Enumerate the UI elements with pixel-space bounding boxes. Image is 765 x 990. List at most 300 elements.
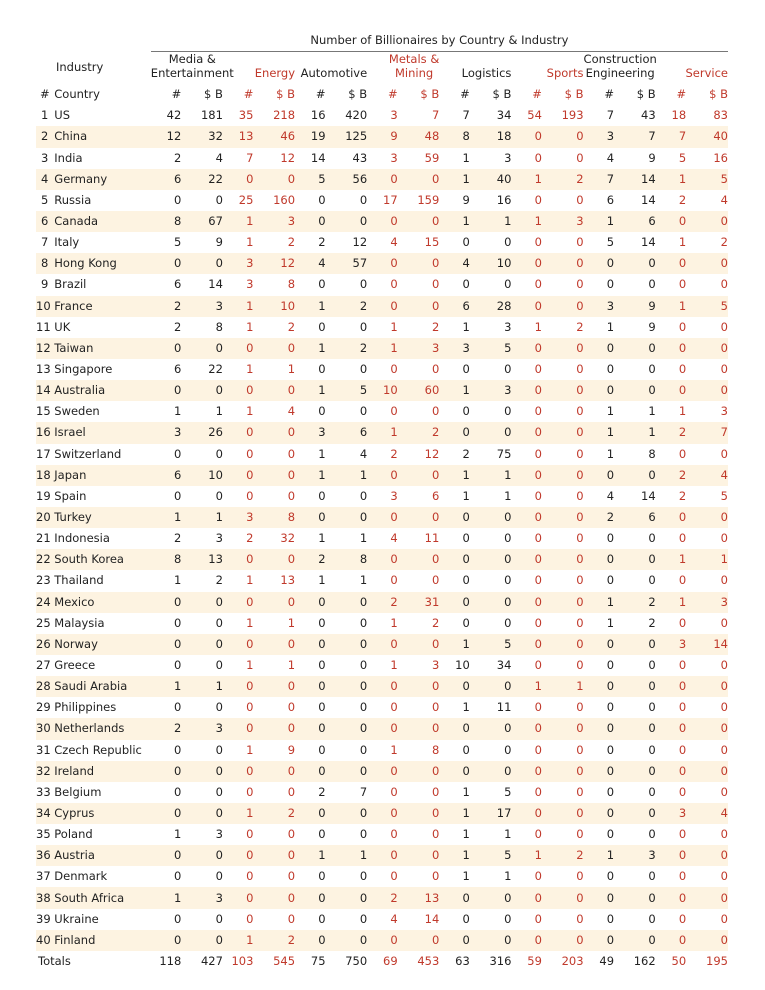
country-name: Belgium	[54, 784, 102, 799]
value-cell: 0	[542, 253, 584, 274]
count-cell: 9	[367, 126, 397, 147]
count-cell: 1	[462, 700, 470, 715]
count-cell: 0	[584, 676, 614, 697]
count-cell: 0	[390, 827, 398, 842]
value-cell: 0	[215, 658, 223, 672]
value-cell: 0	[648, 827, 656, 842]
value-cell: 0	[686, 718, 728, 739]
value-cell: 0	[215, 192, 223, 207]
count-cell: 5	[678, 150, 687, 165]
count-cell: 1	[606, 404, 615, 419]
count-cell: 0	[295, 930, 325, 951]
count-cell: 0	[318, 488, 326, 503]
value-cell: 3	[470, 380, 512, 401]
value-cell: 0	[470, 718, 512, 739]
count-cell: 3	[439, 338, 469, 359]
value-cell: 6	[326, 422, 368, 443]
count-cell: 0	[173, 869, 182, 884]
value-cell: 3	[431, 658, 440, 672]
value-cell: 1	[504, 488, 512, 503]
count-cell: 0	[173, 192, 182, 207]
value-cell: 5	[470, 845, 512, 866]
value-cell: 0	[431, 362, 440, 377]
value-cell: 0	[287, 446, 296, 461]
count-cell: 8	[439, 126, 469, 147]
count-cell: 0	[439, 676, 469, 697]
country-name: Greece	[54, 658, 96, 672]
count-cell: 0	[534, 615, 542, 630]
count-cell: 1	[584, 422, 614, 443]
count-cell: 0	[511, 718, 541, 739]
count-cell: 0	[462, 615, 470, 630]
count-cell: 0	[462, 742, 470, 757]
count-cell: 2	[173, 319, 182, 334]
count-cell: 8	[151, 211, 181, 232]
count-cell: 4	[390, 531, 398, 546]
value-cell: 1	[326, 465, 368, 486]
country-name: Switzerland	[54, 446, 122, 461]
count-cell: 0	[511, 507, 541, 528]
table-row	[36, 422, 728, 443]
value-cell: 0	[470, 592, 512, 613]
count-cell: 0	[511, 465, 541, 486]
count-cell: 2	[390, 446, 398, 461]
count-cell: 1	[439, 211, 469, 232]
value-cell: 1	[287, 658, 296, 672]
industry-name: Sports	[546, 66, 584, 81]
count-cell: 0	[173, 658, 182, 672]
table-row	[36, 465, 728, 486]
count-cell: 1	[511, 169, 541, 190]
value-cell: 3	[504, 150, 512, 165]
value-cell: 0	[326, 887, 368, 908]
row-index: 18	[36, 465, 54, 486]
value-cell: 22	[181, 169, 223, 190]
country-name: Thailand	[54, 573, 104, 588]
count-cell: 0	[223, 592, 253, 613]
count-cell: 0	[223, 676, 253, 697]
value-cell: 0	[181, 380, 223, 401]
count-cell: 1	[246, 404, 254, 419]
value-cell: 7	[686, 422, 728, 443]
count-cell: 0	[367, 718, 397, 739]
count-cell: 1	[173, 404, 182, 419]
value-cell: 0	[720, 742, 728, 757]
count-cell: 0	[534, 658, 542, 672]
value-cell: 218	[273, 108, 296, 123]
count-cell: 3	[295, 422, 325, 443]
table-row	[36, 169, 728, 190]
country-name: Russia	[54, 192, 92, 207]
count-cell: 5	[173, 235, 182, 250]
value-cell: 11	[424, 531, 440, 546]
value-cell: 10	[253, 296, 295, 317]
value-cell: 13	[280, 573, 296, 588]
value-cell: 14	[208, 277, 223, 292]
row-index: 32	[36, 761, 54, 782]
value-cell: 0	[431, 700, 440, 715]
count-cell: 0	[295, 592, 325, 613]
value-cell: 1	[359, 531, 368, 546]
value-cell: 0	[287, 784, 296, 799]
total-value-cell: 427	[200, 953, 223, 968]
count-cell: 2	[295, 549, 325, 570]
value-cell: 0	[648, 658, 656, 672]
value-cell: 1	[181, 676, 223, 697]
count-cell: 1	[151, 676, 181, 697]
industry-name: Logistics	[461, 66, 512, 81]
table-row	[36, 211, 728, 232]
count-cell: 0	[584, 253, 614, 274]
value-cell: 9	[648, 319, 656, 334]
row-index: 8	[36, 253, 54, 274]
value-cell: 0	[181, 634, 223, 655]
count-cell: 0	[584, 887, 614, 908]
value-cell: 0	[720, 531, 728, 546]
value-cell: 0	[287, 488, 296, 503]
country-name: Malaysia	[54, 615, 105, 630]
value-cell: 0	[470, 761, 512, 782]
count-cell: 0	[511, 761, 541, 782]
row-index: 33	[36, 784, 51, 799]
count-cell: 0	[584, 761, 614, 782]
count-cell: 0	[390, 573, 398, 588]
value-cell: 3	[181, 887, 223, 908]
count-cell: 0	[606, 658, 615, 672]
value-cell: 0	[215, 911, 223, 926]
count-cell: 1	[534, 319, 542, 334]
value-header: $ B	[204, 87, 223, 102]
total-value-cell: 203	[561, 953, 584, 968]
value-cell: 0	[614, 803, 656, 824]
value-cell: 0	[253, 887, 295, 908]
country-name: Ukraine	[54, 911, 99, 926]
value-header: $ B	[636, 87, 656, 102]
row-index: 10	[36, 296, 54, 317]
count-header: #	[171, 87, 182, 102]
value-cell: 5	[720, 488, 728, 503]
value-cell: 0	[648, 911, 656, 926]
value-cell: 0	[215, 488, 223, 503]
count-cell: 0	[462, 277, 470, 292]
row-index: 30	[36, 718, 54, 739]
count-cell: 0	[318, 277, 326, 292]
count-cell: 1	[295, 296, 325, 317]
row-index: 31	[36, 742, 51, 757]
country-name: Denmark	[54, 869, 108, 884]
count-cell: 0	[173, 784, 182, 799]
value-cell: 1	[287, 615, 296, 630]
value-cell: 0	[720, 784, 728, 799]
country-name: Ireland	[54, 761, 151, 782]
country-name: France	[54, 296, 151, 317]
country-name: Turkey	[54, 507, 151, 528]
count-cell: 0	[462, 362, 470, 377]
count-cell: 0	[511, 930, 541, 951]
value-cell: 56	[326, 169, 368, 190]
industry-group-header	[511, 52, 583, 85]
value-cell: 1	[470, 465, 512, 486]
count-cell: 3	[390, 108, 398, 123]
value-cell: 4	[720, 192, 728, 207]
value-cell: 0	[648, 742, 656, 757]
table-row	[36, 824, 728, 845]
count-cell: 1	[584, 211, 614, 232]
value-cell: 13	[181, 549, 223, 570]
value-cell: 0	[504, 362, 512, 377]
table-row	[36, 380, 728, 401]
count-cell: 0	[534, 869, 542, 884]
value-cell: 0	[215, 742, 223, 757]
value-cell: 0	[326, 761, 368, 782]
count-cell: 54	[527, 108, 542, 123]
value-cell: 12	[424, 446, 440, 461]
row-index: 24	[36, 592, 54, 613]
row-index: 12	[36, 338, 54, 359]
count-cell: 1	[439, 169, 469, 190]
count-cell: 0	[678, 446, 687, 461]
count-cell: 1	[246, 615, 254, 630]
value-cell: 0	[215, 784, 223, 799]
count-cell: 35	[238, 108, 254, 123]
count-cell: 0	[656, 845, 686, 866]
count-cell: 0	[390, 362, 398, 377]
count-cell: 0	[318, 192, 326, 207]
count-cell: 0	[151, 338, 181, 359]
count-cell: 1	[462, 784, 470, 799]
value-cell: 2	[720, 235, 728, 250]
count-cell: 0	[151, 845, 181, 866]
count-cell: 0	[678, 573, 687, 588]
count-cell: 1	[151, 887, 181, 908]
count-cell: 2	[246, 531, 254, 546]
value-cell: 0	[359, 700, 368, 715]
country-name: Hong Kong	[54, 253, 151, 274]
count-cell: 0	[678, 319, 687, 334]
value-cell: 0	[181, 803, 223, 824]
count-header: #	[243, 87, 254, 102]
value-cell: 48	[398, 126, 440, 147]
industry-name: Service	[685, 66, 728, 81]
count-cell: 3	[223, 253, 253, 274]
value-cell: 0	[542, 549, 584, 570]
table-row	[36, 592, 728, 613]
value-cell: 13	[398, 887, 440, 908]
row-index: 39	[36, 911, 51, 926]
country-name: Poland	[54, 827, 93, 842]
country-name: Netherlands	[54, 718, 151, 739]
country-name: Saudi Arabia	[54, 676, 151, 697]
count-cell: 0	[390, 700, 398, 715]
count-cell: 1	[318, 531, 326, 546]
value-cell: 0	[720, 658, 728, 672]
value-cell: 0	[359, 192, 368, 207]
value-cell: 0	[431, 869, 440, 884]
value-cell: 0	[359, 742, 368, 757]
count-cell: 1	[511, 676, 541, 697]
industry-group-header	[295, 52, 367, 85]
count-cell: 1	[656, 169, 686, 190]
value-cell: 0	[253, 761, 295, 782]
industry-name: Construction Engineering	[583, 52, 657, 81]
count-cell: 1	[606, 446, 615, 461]
count-cell: 0	[534, 573, 542, 588]
value-cell: 12	[352, 235, 368, 250]
value-cell: 0	[542, 592, 584, 613]
table-row	[36, 697, 728, 718]
value-cell: 0	[398, 253, 440, 274]
value-cell: 14	[686, 634, 728, 655]
count-cell: 0	[367, 634, 397, 655]
index-header: #	[40, 87, 50, 102]
table-row	[36, 105, 728, 126]
table-row	[36, 317, 728, 338]
count-cell: 3	[223, 507, 253, 528]
value-cell: 1	[181, 507, 223, 528]
value-cell: 0	[287, 911, 296, 926]
count-cell: 0	[678, 784, 687, 799]
value-cell: 0	[398, 634, 440, 655]
count-cell: 0	[656, 718, 686, 739]
row-index: 28	[36, 676, 54, 697]
count-cell: 0	[584, 803, 614, 824]
billionaires-table	[36, 30, 728, 972]
value-cell: 2	[648, 615, 656, 630]
value-cell: 0	[398, 211, 440, 232]
value-cell: 2	[542, 169, 584, 190]
count-cell: 0	[367, 761, 397, 782]
row-index: 2	[36, 126, 54, 147]
value-cell: 1	[686, 549, 728, 570]
count-cell: 1	[656, 549, 686, 570]
value-cell: 3	[686, 592, 728, 613]
row-index: 29	[36, 700, 51, 715]
count-cell: 0	[462, 911, 470, 926]
count-cell: 1	[318, 573, 326, 588]
count-cell: 0	[606, 742, 615, 757]
count-cell: 0	[584, 549, 614, 570]
value-cell: 9	[215, 235, 223, 250]
row-index: 14	[36, 380, 54, 401]
value-cell: 0	[470, 549, 512, 570]
value-cell: 6	[614, 507, 656, 528]
value-cell: 14	[424, 911, 440, 926]
country-name: South Africa	[54, 887, 151, 908]
value-cell: 0	[686, 338, 728, 359]
industry-header: Industry	[56, 60, 104, 75]
value-cell: 0	[398, 507, 440, 528]
table-row	[36, 740, 728, 761]
value-cell: 3	[720, 404, 728, 419]
table-row	[36, 190, 728, 211]
count-cell: 0	[223, 338, 253, 359]
value-cell: 0	[614, 930, 656, 951]
row-index: 22	[36, 549, 54, 570]
table-row	[36, 570, 728, 591]
value-header: $ B	[420, 87, 440, 102]
value-cell: 193	[561, 108, 584, 123]
table-row	[36, 655, 728, 676]
count-cell: 9	[462, 192, 470, 207]
count-cell: 0	[678, 911, 687, 926]
value-cell: 1	[326, 845, 368, 866]
count-header: #	[604, 87, 615, 102]
value-header: $ B	[276, 87, 296, 102]
count-cell: 0	[246, 784, 254, 799]
count-cell: 1	[246, 658, 254, 672]
count-header: #	[388, 87, 398, 102]
count-cell: 1	[246, 573, 254, 588]
count-cell: 2	[367, 887, 397, 908]
total-count-cell: 103	[231, 953, 254, 968]
row-index: 38	[36, 887, 54, 908]
count-cell: 6	[173, 362, 182, 377]
value-cell: 0	[359, 869, 368, 884]
table-row	[36, 232, 728, 253]
count-cell: 6	[151, 169, 181, 190]
count-cell: 0	[584, 338, 614, 359]
value-cell: 5	[326, 380, 368, 401]
count-cell: 0	[151, 930, 181, 951]
country-name: Finland	[54, 930, 151, 951]
count-cell: 19	[295, 126, 325, 147]
value-cell: 10	[470, 253, 512, 274]
count-cell: 0	[223, 634, 253, 655]
count-cell: 0	[584, 380, 614, 401]
value-cell: 0	[398, 930, 440, 951]
value-cell: 46	[253, 126, 295, 147]
value-cell: 6	[614, 211, 656, 232]
count-cell: 1	[439, 380, 469, 401]
value-cell: 0	[614, 761, 656, 782]
row-index: 37	[36, 869, 51, 884]
table-row	[36, 296, 728, 317]
count-cell: 0	[151, 803, 181, 824]
table-row	[36, 887, 728, 908]
count-cell: 2	[367, 592, 397, 613]
count-cell: 1	[390, 658, 398, 672]
count-cell: 3	[656, 634, 686, 655]
value-cell: 8	[215, 319, 223, 334]
value-cell: 0	[287, 827, 296, 842]
count-cell: 0	[534, 235, 542, 250]
value-cell: 83	[713, 108, 728, 123]
value-cell: 3	[253, 211, 295, 232]
count-cell: 1	[295, 380, 325, 401]
value-cell: 2	[398, 422, 440, 443]
country-name: Singapore	[54, 362, 113, 377]
table-title: Number of Billionaires by Country & Industry	[310, 33, 569, 48]
value-cell: 0	[720, 869, 728, 884]
count-cell: 10	[367, 380, 397, 401]
count-cell: 0	[295, 718, 325, 739]
value-cell: 0	[470, 930, 512, 951]
count-cell: 0	[151, 761, 181, 782]
count-cell: 0	[656, 761, 686, 782]
value-cell: 2	[287, 235, 296, 250]
value-cell: 0	[359, 277, 368, 292]
table-row	[36, 676, 728, 697]
value-cell: 26	[181, 422, 223, 443]
value-cell: 0	[326, 930, 368, 951]
value-cell: 0	[648, 362, 656, 377]
value-cell: 0	[504, 573, 512, 588]
row-index: 3	[40, 150, 49, 165]
value-cell: 0	[181, 845, 223, 866]
country-header: Country	[54, 87, 100, 102]
value-cell: 3	[215, 531, 223, 546]
value-cell: 0	[648, 277, 656, 292]
